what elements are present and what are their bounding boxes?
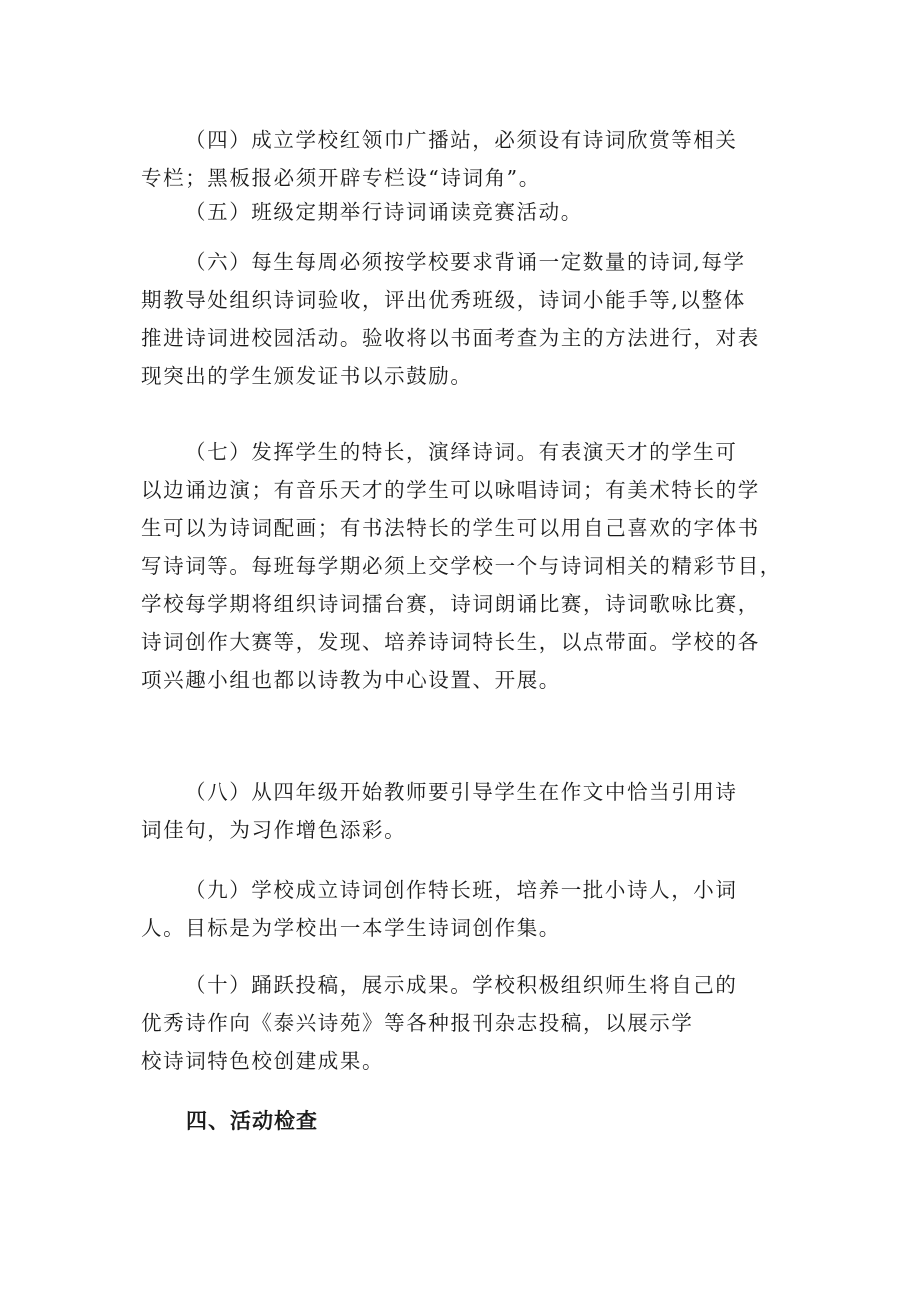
paragraph-5 [141, 193, 791, 231]
text-line: （四）成立学校红领巾广播站，必须设有诗词欣赏等相关 [185, 128, 738, 152]
text-line: 人。目标是为学校出一本学生诗词创作集。 [141, 916, 561, 940]
text-line: 期教导处组织诗词验收，评出优秀班级，诗词小能手等,以整体 [141, 288, 746, 312]
text-line: 专栏；黑板报必须开辟专栏设“诗词角”。 [141, 166, 541, 190]
text-line: 项兴趣小组也都以诗教为中心设置、开展。 [141, 668, 561, 692]
text-line: 优秀诗作向《泰兴诗苑》等各种报刊杂志投稿，以展示学 [141, 1011, 694, 1035]
text-line: 现突出的学生颁发证书以示鼓励。 [141, 364, 473, 388]
paragraph-4 [141, 121, 791, 197]
text-line: 推进诗词进校园活动。验收将以书面考查为主的方法进行，对表 [141, 326, 760, 350]
text-line: 以边诵边演；有音乐天才的学生可以咏唱诗词；有美术特长的学 [141, 478, 760, 502]
text-line: 诗词创作大赛等，发现、培养诗词特长生，以点带面。学校的各 [141, 630, 760, 654]
text-line: （八）从四年级开始教师要引导学生在作文中恰当引用诗 [185, 780, 738, 804]
paragraph-10 [141, 966, 791, 1080]
text-line: 学校每学期将组织诗词擂台赛，诗词朗诵比赛，诗词歌咏比赛， [141, 592, 760, 616]
text-line: （九）学校成立诗词创作特长班，培养一批小诗人，小词 [185, 878, 738, 902]
text-line: 校诗词特色校创建成果。 [141, 1049, 385, 1073]
paragraph-7 [141, 433, 791, 699]
text-line: 词佳句，为习作增色添彩。 [141, 818, 407, 842]
paragraph-8 [141, 773, 791, 849]
section-heading: 四、活动检查 [186, 1109, 318, 1133]
paragraph-9 [141, 871, 791, 947]
text-line: （七）发挥学生的特长，演绎诗词。有表演天才的学生可 [185, 440, 738, 464]
text-line: 写诗词等。每班每学期必须上交学校一个与诗词相关的精彩节目， [141, 554, 782, 578]
text-line: （六）每生每周必须按学校要求背诵一定数量的诗词,每学 [185, 250, 746, 274]
text-line: （五）班级定期举行诗词诵读竞赛活动。 [185, 200, 583, 224]
text-line: （十）踊跃投稿，展示成果。学校积极组织师生将自己的 [185, 973, 738, 997]
paragraph-6 [141, 243, 791, 395]
text-line: 生可以为诗词配画；有书法特长的学生可以用自己喜欢的字体书 [141, 516, 760, 540]
